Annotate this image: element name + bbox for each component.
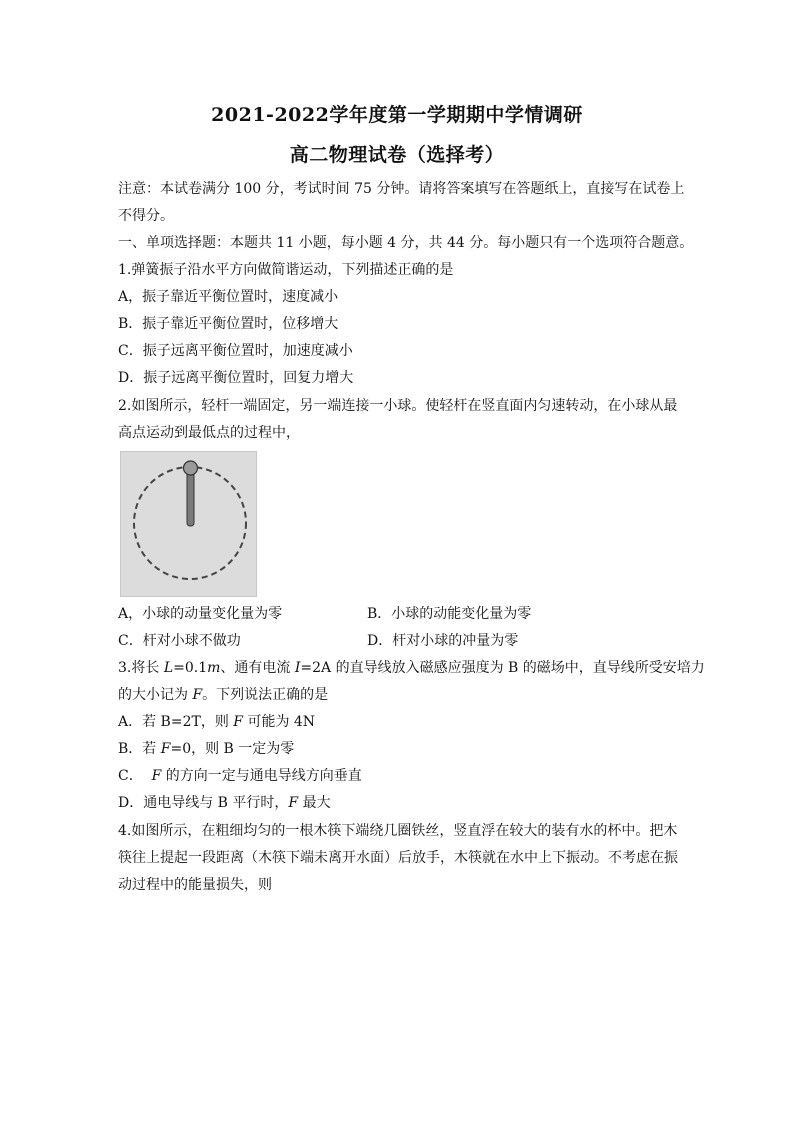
q3-option-b: B．若 F=0，则 B 一定为零 xyxy=(118,741,295,757)
q2-option-d: D．杆对小球的冲量为零 xyxy=(367,633,519,649)
q3-stem-line-1: 3.将长 L=0.1m、通有电流 I=2A 的直导线放入磁感应强度为 B 的磁场中，直导线所受安培力 xyxy=(118,660,705,676)
q4-stem-line-3: 动过程中的能量损失，则 xyxy=(118,877,272,893)
rod-circle-diagram xyxy=(121,452,256,596)
exam-title: 2021-2022学年度第一学期期中学情调研 xyxy=(211,104,583,126)
q2-stem-line-1: 2.如图所示，轻杆一端固定，另一端连接一小球。使轻杆在竖直面内匀速转动，在小球从最 xyxy=(118,398,678,414)
q3-stem-line-2: 的大小记为 F。下列说法正确的是 xyxy=(118,687,329,703)
q3-option-c: C． F 的方向一定与通电导线方向垂直 xyxy=(118,768,362,784)
q2-option-b: B．小球的动能变化量为零 xyxy=(367,606,532,622)
q4-stem-line-1: 4.如图所示，在粗细均匀的一根木筷下端绕几圈铁丝，竖直浮在较大的装有水的杯中。把木 xyxy=(118,823,678,839)
q2-stem-line-2: 高点运动到最低点的过程中， xyxy=(118,425,300,441)
q3-option-d: D．通电导线与 B 平行时，F 最大 xyxy=(118,795,331,811)
notice-line-2: 不得分。 xyxy=(118,208,174,224)
notice-line-1: 注意：本试卷满分 100 分，考试时间 75 分钟。请将答案填写在答题纸上，直接写在试卷上 xyxy=(118,181,685,197)
q2-rotating-rod-figure xyxy=(120,451,257,597)
q1-option-a: A，振子靠近平衡位置时，速度减小 xyxy=(118,289,339,305)
section-1-heading: 一、单项选择题：本题共 11 小题，每小题 4 分，共 44 分。每小题只有一个选项符合题意。 xyxy=(118,235,694,251)
q1-option-c: C．振子远离平衡位置时，加速度减小 xyxy=(118,343,353,359)
light-rod xyxy=(187,468,194,526)
q3-option-a: A．若 B=2T，则 F 可能为 4N xyxy=(118,714,316,730)
q1-option-d: D．振子远离平衡位置时，回复力增大 xyxy=(118,370,354,386)
q2-option-a: A，小球的动量变化量为零 xyxy=(118,606,283,622)
q4-stem-line-2: 筷往上提起一段距离（木筷下端未离开水面）后放手，木筷就在水中上下振动。不考虑在振 xyxy=(118,850,678,866)
q1-stem: 1.弹簧振子沿水平方向做简谐运动，下列描述正确的是 xyxy=(118,262,454,278)
q1-option-b: B．振子靠近平衡位置时，位移增大 xyxy=(118,316,339,332)
small-ball xyxy=(184,461,198,475)
exam-subtitle: 高二物理试卷（选择考） xyxy=(289,144,505,166)
q2-option-c: C．杆对小球不做功 xyxy=(118,633,241,649)
